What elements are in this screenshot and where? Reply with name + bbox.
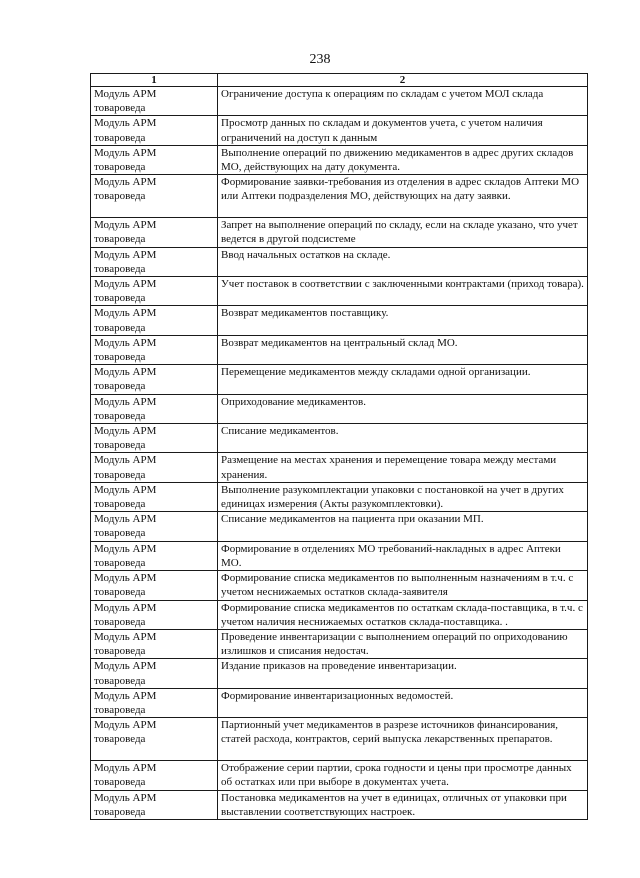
column-header-2: 2 <box>218 74 588 87</box>
description-cell: Ограничение доступа к операциям по складам с учетом МОЛ склада <box>218 87 588 116</box>
description-cell: Возврат медикаментов поставщику. <box>218 306 588 335</box>
description-cell: Постановка медикаментов на учет в единицах, отличных от упаковки при выставлении соответствующих настроек. <box>218 790 588 819</box>
module-cell: Модуль АРМ товароведа <box>91 116 218 145</box>
module-cell: Модуль АРМ товароведа <box>91 277 218 306</box>
table-row <box>91 394 588 423</box>
table-body <box>91 87 588 820</box>
description-cell: Возврат медикаментов на центральный склад МО. <box>218 335 588 364</box>
table-row <box>91 688 588 717</box>
module-cell: Модуль АРМ товароведа <box>91 394 218 423</box>
description-cell: Формирование заявки-требования из отделения в адрес складов Аптеки МО или Аптеки подразделения МО, действующих на дату заявки. <box>218 175 588 218</box>
table-row <box>91 512 588 541</box>
module-cell: Модуль АРМ товароведа <box>91 659 218 688</box>
module-cell: Модуль АРМ товароведа <box>91 424 218 453</box>
table-row <box>91 277 588 306</box>
page-number: 238 <box>309 52 331 67</box>
description-cell: Проведение инвентаризации с выполнением операций по оприходованию излишков и списания недостач. <box>218 629 588 658</box>
table-row <box>91 482 588 511</box>
module-cell: Модуль АРМ товароведа <box>91 306 218 335</box>
module-cell: Модуль АРМ товароведа <box>91 790 218 819</box>
module-cell: Модуль АРМ товароведа <box>91 512 218 541</box>
table-row <box>91 365 588 394</box>
module-cell: Модуль АРМ товароведа <box>91 175 218 218</box>
table-row <box>91 247 588 276</box>
description-cell: Учет поставок в соответствии с заключенными контрактами (приход товара). <box>218 277 588 306</box>
description-cell: Формирование инвентаризационных ведомостей. <box>218 688 588 717</box>
description-cell: Отображение серии партии, срока годности и цены при просмотре данных об остатках или при выборе в документах учета. <box>218 761 588 790</box>
description-cell: Просмотр данных по складам и документов учета, с учетом наличия ограничений на доступ к данным <box>218 116 588 145</box>
table-row <box>91 87 588 116</box>
description-cell: Формирование списка медикаментов по выполненным назначениям в т.ч. с учетом неснижаемых остатков склада-заявителя <box>218 571 588 600</box>
description-cell: Издание приказов на проведение инвентаризации. <box>218 659 588 688</box>
requirements-table <box>90 73 588 820</box>
table-row <box>91 453 588 482</box>
description-cell: Размещение на местах хранения и перемещение товара между местами хранения. <box>218 453 588 482</box>
description-cell: Оприходование медикаментов. <box>218 394 588 423</box>
table-row <box>91 541 588 570</box>
table-row <box>91 659 588 688</box>
table-row <box>91 571 588 600</box>
table-row <box>91 790 588 819</box>
module-cell: Модуль АРМ товароведа <box>91 718 218 761</box>
description-cell: Ввод начальных остатков на складе. <box>218 247 588 276</box>
description-cell: Списание медикаментов. <box>218 424 588 453</box>
module-cell: Модуль АРМ товароведа <box>91 482 218 511</box>
module-cell: Модуль АРМ товароведа <box>91 541 218 570</box>
table-row <box>91 116 588 145</box>
description-cell: Партионный учет медикаментов в разрезе источников финансирования, статей расхода, контрактов, серий выпуска лекарственных препаратов. <box>218 718 588 761</box>
module-cell: Модуль АРМ товароведа <box>91 145 218 174</box>
table-row <box>91 761 588 790</box>
module-cell: Модуль АРМ товароведа <box>91 600 218 629</box>
table-row <box>91 218 588 247</box>
table-row <box>91 600 588 629</box>
column-header-1: 1 <box>91 74 218 87</box>
description-cell: Выполнение разукомплектации упаковки с постановкой на учет в других единицах измерения (Акты разукомплектовки). <box>218 482 588 511</box>
module-cell: Модуль АРМ товароведа <box>91 247 218 276</box>
description-cell: Списание медикаментов на пациента при оказании МП. <box>218 512 588 541</box>
table-row <box>91 306 588 335</box>
module-cell: Модуль АРМ товароведа <box>91 571 218 600</box>
module-cell: Модуль АРМ товароведа <box>91 365 218 394</box>
description-cell: Выполнение операций по движению медикаментов в адрес других складов МО, действующих на дату документа. <box>218 145 588 174</box>
table-row <box>91 718 588 761</box>
description-cell: Запрет на выполнение операций по складу, если на складе указано, что учет ведется в другой подсистеме <box>218 218 588 247</box>
description-cell: Перемещение медикаментов между складами одной организации. <box>218 365 588 394</box>
module-cell: Модуль АРМ товароведа <box>91 629 218 658</box>
description-cell: Формирование списка медикаментов по остаткам склада-поставщика, в т.ч. с учетом наличия неснижаемых остатков склада-поставщика. . <box>218 600 588 629</box>
module-cell: Модуль АРМ товароведа <box>91 87 218 116</box>
module-cell: Модуль АРМ товароведа <box>91 761 218 790</box>
table-header-row <box>91 74 588 87</box>
description-cell: Формирование в отделениях МО требований-накладных в адрес Аптеки МО. <box>218 541 588 570</box>
table-row <box>91 145 588 174</box>
table-row <box>91 424 588 453</box>
module-cell: Модуль АРМ товароведа <box>91 218 218 247</box>
table-row <box>91 629 588 658</box>
module-cell: Модуль АРМ товароведа <box>91 335 218 364</box>
table-row <box>91 335 588 364</box>
module-cell: Модуль АРМ товароведа <box>91 688 218 717</box>
table-row <box>91 175 588 218</box>
module-cell: Модуль АРМ товароведа <box>91 453 218 482</box>
